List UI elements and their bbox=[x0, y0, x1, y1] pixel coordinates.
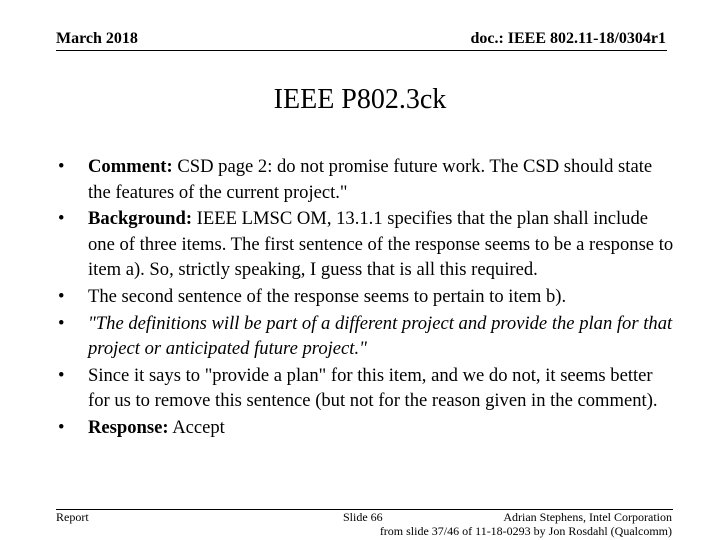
bullet-label: Response: bbox=[88, 416, 169, 438]
footer-report-label: Report bbox=[56, 510, 89, 524]
bullet-marker: • bbox=[58, 208, 65, 230]
bullet-marker: • bbox=[58, 416, 65, 438]
bullet-text: Since it says to "provide a plan" for this item, and we do not, it seems better for us to remove this sentence (but not for the reason given in the comment). bbox=[88, 364, 658, 412]
footer-attribution bbox=[380, 510, 672, 538]
bullet-label: Comment: bbox=[88, 156, 173, 177]
bullet-text: IEEE LMSC OM, 13.1.1 specifies that the plan shall include one of three items. The first sentence of the response seems to be a response to item a). So, strictly speaking, I guess that is all this required. bbox=[88, 208, 674, 281]
bullet-item bbox=[56, 363, 676, 414]
bullet-marker: • bbox=[58, 156, 65, 177]
bullet-item bbox=[56, 154, 676, 205]
bullet-marker: • bbox=[58, 285, 65, 307]
footer-author: Adrian Stephens, Intel Corporation bbox=[503, 510, 672, 524]
bullet-text: CSD page 2: do not promise future work. The CSD should state the features of the current project." bbox=[88, 156, 653, 203]
bullet-item bbox=[56, 415, 676, 441]
header-rule bbox=[56, 50, 667, 51]
slide-title: IEEE P802.3ck bbox=[273, 84, 447, 115]
bullet-list bbox=[56, 154, 676, 442]
header-doc-id: doc.: IEEE 802.11-18/0304r1 bbox=[470, 30, 666, 47]
bullet-text: Accept bbox=[168, 416, 225, 438]
bullet-marker: • bbox=[58, 364, 65, 386]
bullet-marker: • bbox=[58, 312, 65, 334]
bullet-label: Background: bbox=[88, 208, 193, 230]
bullet-item bbox=[56, 206, 676, 283]
bullet-item bbox=[56, 284, 676, 310]
bullet-quote-text: "The definitions will be part of a different project and provide the plan for that project or anticipated future project." bbox=[88, 312, 673, 360]
bullet-item bbox=[56, 311, 676, 362]
header-date: March 2018 bbox=[56, 30, 138, 47]
bullet-text: The second sentence of the response seems to pertain to item b). bbox=[88, 285, 567, 307]
footer-slide-number: Slide 66 bbox=[343, 510, 383, 524]
footer-source: from slide 37/46 of 11-18-0293 by Jon Rosdahl (Qualcomm) bbox=[379, 524, 672, 538]
